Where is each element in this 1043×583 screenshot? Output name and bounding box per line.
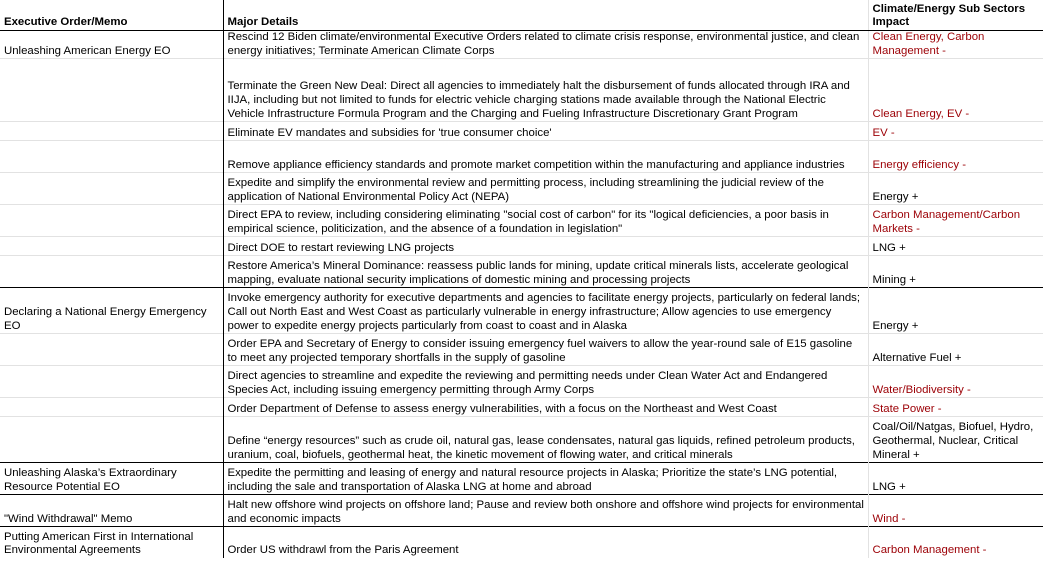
impact-cell: Coal/Oil/Natgas, Biofuel, Hydro, Geothermal, Nuclear, Critical Mineral + [868,417,1043,463]
executive-order-cell [0,237,223,256]
major-details-cell: Expedite the permitting and leasing of energy and natural resource projects in Alaska; Prioritize the state’s LNG potential, including the sale and transportation of Alaska LNG at home and abroad [223,463,868,495]
impact-cell: Water/Biodiversity - [868,366,1043,398]
executive-order-cell: Declaring a National Energy Emergency EO [0,288,223,334]
executive-order-cell [0,173,223,205]
executive-order-cell: Unleashing Alaska’s Extraordinary Resource Potential EO [0,463,223,495]
major-details-cell: Order US withdrawl from the Paris Agreement [223,527,868,558]
impact-cell: Mining + [868,256,1043,288]
major-details-cell: Rescind 12 Biden climate/environmental Executive Orders related to climate crisis response, environmental justice, and clean energy initiatives; Terminate American Climate Corps [223,31,868,59]
executive-order-cell: Putting American First in International Environmental Agreements [0,527,223,558]
major-details-cell: Define “energy resources” such as crude oil, natural gas, lease condensates, natural gas liquids, refined petroleum products, uranium, coal, biofuels, geothermal heat, the kinetic movement of flowing water, and critical minerals [223,417,868,463]
table-row [0,527,1043,558]
executive-order-cell: "Wind Withdrawal" Memo [0,495,223,527]
major-details-cell: Invoke emergency authority for executive departments and agencies to facilitate energy projects, particularly on federal lands; Call out North East and West Coast as particularly vulnerable in energy infrastructure; Allow agencies to use emergency power to expedite energy projects particularly from coast to coast and in Alaska [223,288,868,334]
table-row [0,205,1043,237]
executive-order-cell [0,417,223,463]
impact-cell: Wind - [868,495,1043,527]
executive-order-cell [0,141,223,173]
major-details-cell: Direct EPA to review, including considering eliminating "social cost of carbon" for its "logical deficiencies, a poor basis in empirical science, politicization, and the absence of a foundation in legislation" [223,205,868,237]
major-details-cell: Terminate the Green New Deal: Direct all agencies to immediately halt the disbursement of funds allocated through IRA and IIJA, including but not limited to funds for electric vehicle charging stations made available through the National Electric Vehicle Infrastructure Formula Program and the Charging and Fueling Infrastructure Discretionary Grant Program [223,59,868,122]
table-row [0,256,1043,288]
major-details-cell: Order EPA and Secretary of Energy to consider issuing emergency fuel waivers to allow the year-round sale of E15 gasoline to meet any projected temporary shortfalls in the supply of gasoline [223,334,868,366]
header-executive-order: Executive Order/Memo [0,0,223,31]
impact-cell: Clean Energy, EV - [868,59,1043,122]
major-details-cell: Halt new offshore wind projects on offshore land; Pause and review both onshore and offshore wind projects for environmental and economic impacts [223,495,868,527]
impact-cell: Alternative Fuel + [868,334,1043,366]
table-row [0,366,1043,398]
table-row [0,122,1043,141]
table-row [0,288,1043,334]
table-row [0,495,1043,527]
table-row [0,237,1043,256]
major-details-cell: Direct DOE to restart reviewing LNG projects [223,237,868,256]
table-body [0,31,1043,558]
impact-cell: Carbon Management/Carbon Markets - [868,205,1043,237]
header-impact: Climate/Energy Sub Sectors Impact [868,0,1043,31]
executive-order-cell [0,205,223,237]
major-details-cell: Remove appliance efficiency standards and promote market competition within the manufacturing and appliance industries [223,141,868,173]
impact-cell: Energy + [868,173,1043,205]
table-row [0,173,1043,205]
executive-order-cell [0,398,223,417]
impact-cell: State Power - [868,398,1043,417]
table-row [0,59,1043,122]
executive-order-cell [0,334,223,366]
impact-cell: LNG + [868,237,1043,256]
major-details-cell: Direct agencies to streamline and expedite the reviewing and permitting needs under Clean Water Act and Endangered Species Act, including issuing emergency permitting through Army Corps [223,366,868,398]
table-row [0,334,1043,366]
header-major-details: Major Details [223,0,868,31]
executive-order-cell: Unleashing American Energy EO [0,31,223,59]
major-details-cell: Eliminate EV mandates and subsidies for 'true consumer choice' [223,122,868,141]
table-row [0,141,1043,173]
impact-cell: Energy efficiency - [868,141,1043,173]
table-row [0,398,1043,417]
impact-cell: Energy + [868,288,1043,334]
major-details-cell: Order Department of Defense to assess energy vulnerabilities, with a focus on the Northeast and West Coast [223,398,868,417]
executive-order-cell [0,59,223,122]
table-row [0,463,1043,495]
header-row [0,0,1043,31]
executive-order-cell [0,256,223,288]
impact-cell: EV - [868,122,1043,141]
executive-order-cell [0,122,223,141]
impact-cell: Carbon Management - [868,527,1043,558]
impact-cell: Clean Energy, Carbon Management - [868,31,1043,59]
major-details-cell: Restore America’s Mineral Dominance: reassess public lands for mining, update critical minerals lists, accelerate geological mapping, evaluate national security implications of domestic mining and processing projects [223,256,868,288]
table-row [0,31,1043,59]
table-row [0,417,1043,463]
impact-cell: LNG + [868,463,1043,495]
executive-order-cell [0,366,223,398]
major-details-cell: Expedite and simplify the environmental review and permitting process, including streamlining the judicial review of the application of National Environmental Policy Act (NEPA) [223,173,868,205]
